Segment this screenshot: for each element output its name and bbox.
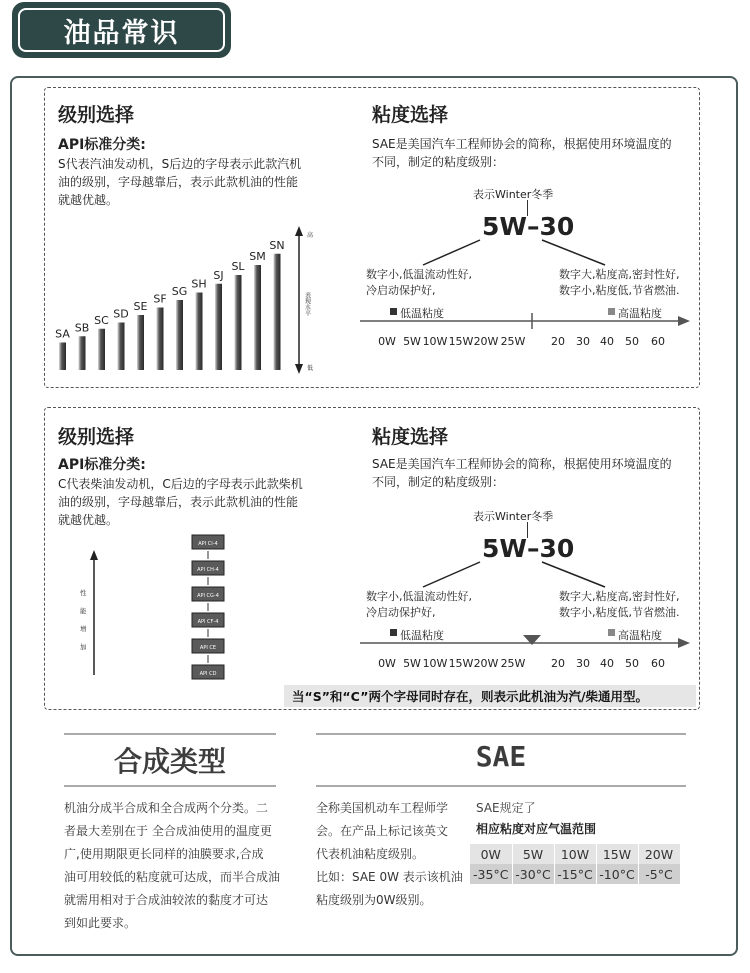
- grade-bar-sh: [196, 293, 203, 371]
- grade-label-sa: SA: [55, 327, 70, 341]
- viscosity-title-2: 粘度选择: [372, 426, 449, 448]
- diesel-api-desc-1: C代表柴油发动机，C后边的字母表示此款柴机: [58, 477, 303, 491]
- synthetic-line-3: 广,使用期限更长同样的油膜要求,合成: [64, 847, 264, 861]
- grade-bar-sn: [274, 254, 281, 370]
- low-temp-marker: [390, 308, 397, 315]
- perf-arrow-up-icon: [90, 550, 98, 560]
- synthetic-line-1: 机油分成半合成和全合成两个分类。二: [64, 801, 269, 815]
- viscosity-tick-label: 15W: [448, 657, 474, 670]
- viscosity-tick-label: 30: [576, 335, 590, 348]
- sae-grade-1: 5W–30: [482, 212, 575, 241]
- viscosity-desc-2b: 不同，制定的粘度级别：: [372, 475, 505, 489]
- viscosity-tick-label: 50: [625, 657, 639, 670]
- grade-bar-sl: [235, 275, 242, 370]
- sae-rule-label: SAE规定了: [476, 801, 536, 815]
- gasoline-api-desc-3: 就越优越。: [58, 193, 119, 207]
- low-temp-label-2: 低温粘度: [400, 629, 444, 642]
- grade-label-sl: SL: [231, 260, 245, 273]
- viscosity-tick-label: 60: [651, 335, 665, 348]
- winter-label-1: 表示Winter冬季: [473, 188, 554, 201]
- synthetic-rule-bottom: [64, 785, 276, 787]
- grade-label-sj: SJ: [213, 268, 224, 282]
- diesel-api-desc-3: 就越优越。: [58, 513, 119, 527]
- diesel-api-title: API标准分类:: [58, 457, 146, 473]
- winter-label-2: 表示Winter冬季: [473, 510, 554, 523]
- sae-line-3: 代表机油粘度级别。: [316, 847, 425, 861]
- diesel-api-desc-2: 油的级别，字母越靠后，表示此款机油的性能: [58, 495, 299, 509]
- viscosity-tick-label: 10W: [422, 657, 448, 670]
- perf-label-1: 性: [80, 589, 87, 597]
- viscosity-right-note-2a: 数字大,粘度高,密封性好,: [559, 590, 680, 603]
- sae-grade-2: 5W–30: [482, 534, 575, 563]
- sae-table-temp: -30°C: [512, 864, 554, 884]
- viscosity-tick-label: 15W: [448, 335, 474, 348]
- high-temp-marker: [608, 308, 615, 315]
- viscosity-tick-label: 40: [600, 657, 614, 670]
- sae-table-temp: -15°C: [554, 864, 596, 884]
- low-temp-marker-2: [390, 629, 397, 636]
- viscosity-left-note-1b: 冷启动保护好,: [366, 284, 436, 297]
- axis-low-label: 低: [307, 365, 314, 372]
- diesel-grade-label: API CH-4: [197, 567, 219, 573]
- grade-label-sg: SG: [171, 285, 188, 298]
- sae-table-grade: 0W: [470, 844, 512, 864]
- high-temp-marker-2: [608, 629, 615, 636]
- sae-rule-bottom: [316, 785, 686, 787]
- sae-temp-table: [470, 844, 681, 884]
- gasoline-grade-chart: [45, 222, 345, 382]
- viscosity-tick-label: 25W: [500, 335, 526, 348]
- axis-high-label: 高: [307, 232, 314, 239]
- sae-line-2: 会。在产品上标记该英文: [316, 824, 449, 838]
- grade-bar-sa: [59, 343, 66, 371]
- diesel-grade-label: API CG-4: [197, 593, 219, 599]
- axis-arrow-up-icon: [295, 226, 303, 236]
- viscosity-desc-2a: SAE是美国汽车工程师协会的简称，根据使用环境温度的: [372, 457, 672, 471]
- sae-table-grade: 5W: [512, 844, 554, 864]
- diesel-grade-label: API CF-4: [197, 619, 219, 625]
- grade-label-se: SE: [133, 300, 148, 313]
- diesel-grade-label: API CD: [199, 671, 217, 677]
- sae-table-grade: 10W: [554, 844, 596, 864]
- viscosity-tick-label: 10W: [422, 335, 448, 348]
- grade-bar-sf: [157, 308, 164, 371]
- sae-table-grade: 20W: [638, 844, 680, 864]
- viscosity-tick-label: 0W: [378, 335, 396, 348]
- grade-bar-sj: [215, 284, 222, 370]
- synthetic-line-2: 者最大差别在于 全合成油使用的温度更: [64, 824, 272, 838]
- gasoline-grade-title: 级别选择: [58, 104, 135, 126]
- grade-label-sf: SF: [153, 292, 167, 306]
- sae-line-5: 粘度级别为0W级别。: [316, 893, 432, 907]
- grade-label-sd: SD: [113, 307, 129, 321]
- sae-table-temp: -5°C: [638, 864, 680, 884]
- perf-label-2: 能: [80, 607, 87, 615]
- dual-grade-note: 当“S”和“C”两个字母同时存在，则表示此机油为汽/柴通用型。: [284, 685, 696, 707]
- sae-table-temp: -35°C: [470, 864, 512, 884]
- axis-arrow-down-icon: [295, 364, 303, 374]
- header-tab: [12, 2, 231, 58]
- viscosity-tick-label: 50: [625, 335, 639, 348]
- grade-bar-sm: [254, 265, 261, 370]
- perf-label-3: 增: [80, 625, 87, 633]
- synthetic-body: [64, 797, 280, 935]
- high-temp-label-1: 高温粘度: [618, 307, 662, 320]
- diesel-grade-chart: [70, 530, 270, 690]
- gasoline-api-desc-1: S代表汽油发动机，S后边的字母表示此款汽机: [58, 157, 302, 171]
- synthetic-title: 合成类型: [113, 745, 226, 778]
- viscosity-tick-label: 30: [576, 657, 590, 670]
- diesel-grade-title: 级别选择: [58, 426, 135, 448]
- viscosity-tick-label: 5W: [403, 657, 421, 670]
- grade-label-sc: SC: [94, 313, 109, 327]
- viscosity-right-note-1a: 数字大,粘度高,密封性好,: [559, 268, 680, 281]
- viscosity-title-1: 粘度选择: [372, 104, 449, 126]
- grade-bar-sg: [176, 300, 183, 370]
- grade-bar-se: [137, 315, 144, 370]
- viscosity-tick-label: 25W: [500, 657, 526, 670]
- grade-label-sm: SM: [249, 250, 266, 263]
- sae-line-4: 比如：SAE 0W 表示该机油: [316, 870, 463, 884]
- viscosity-right-note-1b: 数字小,粘度低,节省燃油.: [559, 284, 680, 297]
- sae-rule-top: [316, 733, 686, 735]
- viscosity-left-note-1a: 数字小,低温流动性好,: [366, 268, 472, 281]
- synthetic-line-6: 到如此要求。: [64, 916, 137, 930]
- diesel-grade-label: API CE: [199, 645, 217, 651]
- viscosity-desc-1a: SAE是美国汽车工程师协会的简称，根据使用环境温度的: [372, 137, 672, 151]
- sae-table-temp: -10°C: [596, 864, 638, 884]
- synthetic-line-5: 就需用相对于合成油较浓的黏度才可达: [64, 893, 269, 907]
- viscosity-tick-label: 20W: [473, 657, 499, 670]
- high-temp-label-2: 高温粘度: [618, 629, 662, 642]
- grade-label-sn: SN: [269, 238, 285, 252]
- viscosity-left-note-2a: 数字小,低温流动性好,: [366, 590, 472, 603]
- grade-bar-sd: [118, 323, 125, 371]
- viscosity-tick-label: 20: [551, 335, 565, 348]
- sae-line-1: 全称美国机动车工程师学: [316, 801, 449, 815]
- grade-label-sh: SH: [191, 277, 207, 291]
- synthetic-line-4: 油可用较低的粘度就可达成，而半合成油: [64, 870, 281, 884]
- sae-table-grade: 15W: [596, 844, 638, 864]
- viscosity-tick-label: 5W: [403, 335, 421, 348]
- gasoline-api-desc-2: 油的级别，字母越靠后，表示此款机油的性能: [58, 175, 299, 189]
- grade-label-sb: SB: [74, 321, 90, 335]
- viscosity-desc-1b: 不同，制定的粘度级别：: [372, 155, 505, 169]
- viscosity-tick-label: 60: [651, 657, 665, 670]
- viscosity-right-note-2b: 数字小,粘度低,节省燃油.: [559, 606, 680, 619]
- low-temp-label-1: 低温粘度: [400, 307, 444, 320]
- perf-label-4: 加: [80, 643, 87, 651]
- axis-mid-label: 表现水平: [303, 292, 311, 316]
- viscosity-tick-label: 0W: [378, 657, 396, 670]
- viscosity-tick-label: 20W: [473, 335, 499, 348]
- sae-table-title: 相应粘度对应气温范围: [476, 822, 597, 836]
- grade-bar-sc: [98, 329, 105, 370]
- gasoline-api-title: API标准分类:: [58, 137, 146, 153]
- viscosity-left-note-2b: 冷启动保护好,: [366, 606, 436, 619]
- grade-bar-sb: [79, 336, 86, 370]
- synthetic-rule-top: [64, 733, 276, 735]
- sae-body: [316, 797, 463, 912]
- sae-title: SAE: [475, 740, 527, 773]
- page-title: 油品常识: [18, 8, 225, 52]
- diesel-grade-label: API CI-4: [198, 541, 218, 547]
- viscosity-tick-label: 40: [600, 335, 614, 348]
- viscosity-tick-label: 20: [551, 657, 565, 670]
